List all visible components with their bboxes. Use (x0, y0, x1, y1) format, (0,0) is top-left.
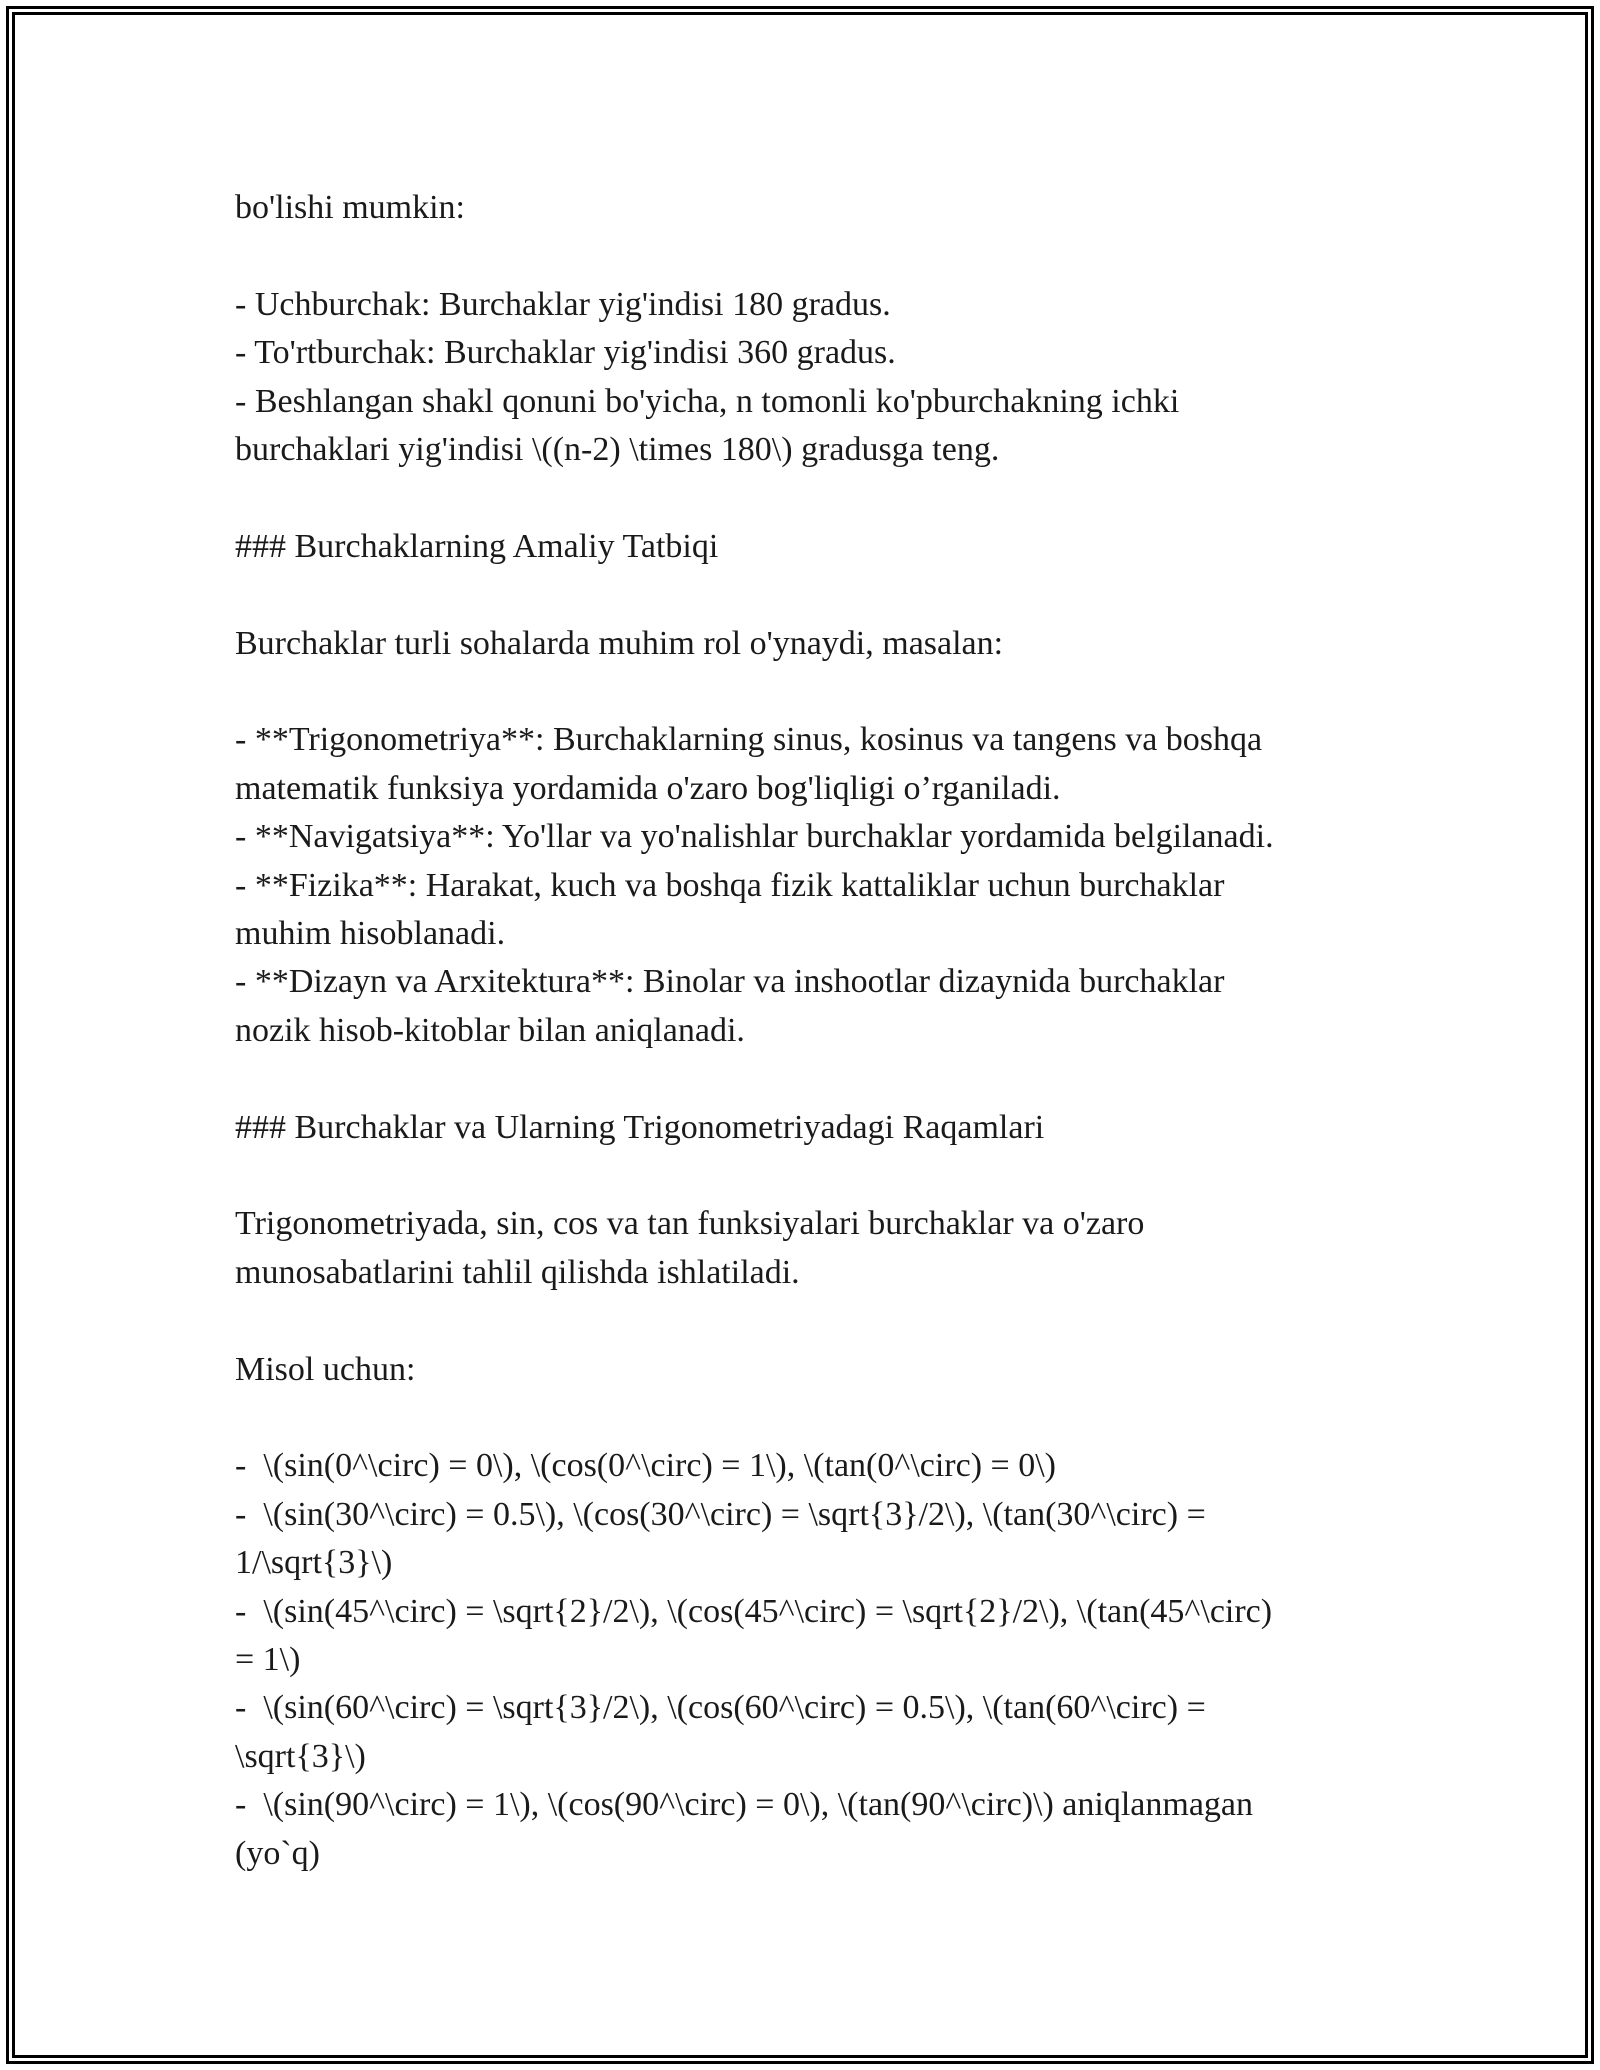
example-line: - \(sin(60^\circ) = \sqrt{3}/2\), \(cos(60^\circ) = 0.5\), \(tan(60^\circ) = (235, 1689, 1206, 1727)
example-line: - \(sin(45^\circ) = \sqrt{2}/2\), \(cos(45^\circ) = \sqrt{2}/2\), \(tan(45^\circ) (235, 1592, 1273, 1630)
example-line: - \(sin(30^\circ) = 0.5\), \(cos(30^\circ) = \sqrt{3}/2\), \(tan(30^\circ) = (235, 1495, 1206, 1533)
shape-line: - Beshlangan shakl qonuni bo'yicha, n tomonli ko'pburchakning ichki (235, 382, 1180, 420)
spacer (235, 1055, 1415, 1103)
spacer (235, 1394, 1415, 1442)
spacer (235, 1297, 1415, 1345)
trig-intro-line: Trigonometriyada, sin, cos va tan funksiyalari burchaklar va o'zaro (235, 1205, 1145, 1243)
shape-line: burchaklari yig'indisi \((n-2) \times 180\) gradusga teng. (235, 431, 1000, 469)
application-line: - **Trigonometriya**: Burchaklarning sinus, kosinus va tangens va boshqa (235, 721, 1263, 759)
section-heading-applications: ### Burchaklarning Amaliy Tatbiqi (235, 527, 719, 565)
application-line: - **Dizayn va Arxitektura**: Binolar va inshootlar dizaynida burchaklar (235, 963, 1225, 1001)
application-line: nozik hisob-kitoblar bilan aniqlanadi. (235, 1011, 745, 1049)
shape-line: - Uchburchak: Burchaklar yig'indisi 180 gradus. (235, 285, 891, 323)
application-line: - **Navigatsiya**: Yo'llar va yo'nalishlar burchaklar yordamida belgilanadi. (235, 818, 1274, 856)
spacer (235, 474, 1415, 522)
trig-intro-line: munosabatlarini tahlil qilishda ishlatiladi. (235, 1253, 800, 1291)
example-line: = 1\) (235, 1641, 301, 1679)
applications-intro: Burchaklar turli sohalarda muhim rol o'ynaydi, masalan: (235, 624, 1004, 662)
application-line: - **Fizika**: Harakat, kuch va boshqa fizik kattaliklar uchun burchaklar (235, 866, 1225, 904)
spacer (235, 232, 1415, 280)
section-heading-trigonometry: ### Burchaklar va Ularning Trigonometriyadagi Raqamlari (235, 1108, 1045, 1146)
example-line: 1/\sqrt{3}\) (235, 1544, 393, 1582)
spacer (235, 571, 1415, 619)
shape-line: - To'rtburchak: Burchaklar yig'indisi 360 gradus. (235, 334, 896, 372)
spacer (235, 668, 1415, 716)
example-line: (yo`q) (235, 1834, 320, 1872)
example-label: Misol uchun: (235, 1350, 416, 1388)
application-line: matematik funksiya yordamida o'zaro bog'liqligi o’rganiladi. (235, 769, 1061, 807)
example-line: - \(sin(90^\circ) = 1\), \(cos(90^\circ) = 0\), \(tan(90^\circ)\) aniqlanmagan (235, 1786, 1254, 1824)
application-line: muhim hisoblanadi. (235, 915, 506, 953)
example-line: - \(sin(0^\circ) = 0\), \(cos(0^\circ) = 1\), \(tan(0^\circ) = 0\) (235, 1447, 1056, 1485)
intro-line: bo'lishi mumkin: (235, 189, 465, 226)
document-body (235, 184, 1415, 1878)
example-line: \sqrt{3}\) (235, 1737, 366, 1775)
spacer (235, 1152, 1415, 1200)
